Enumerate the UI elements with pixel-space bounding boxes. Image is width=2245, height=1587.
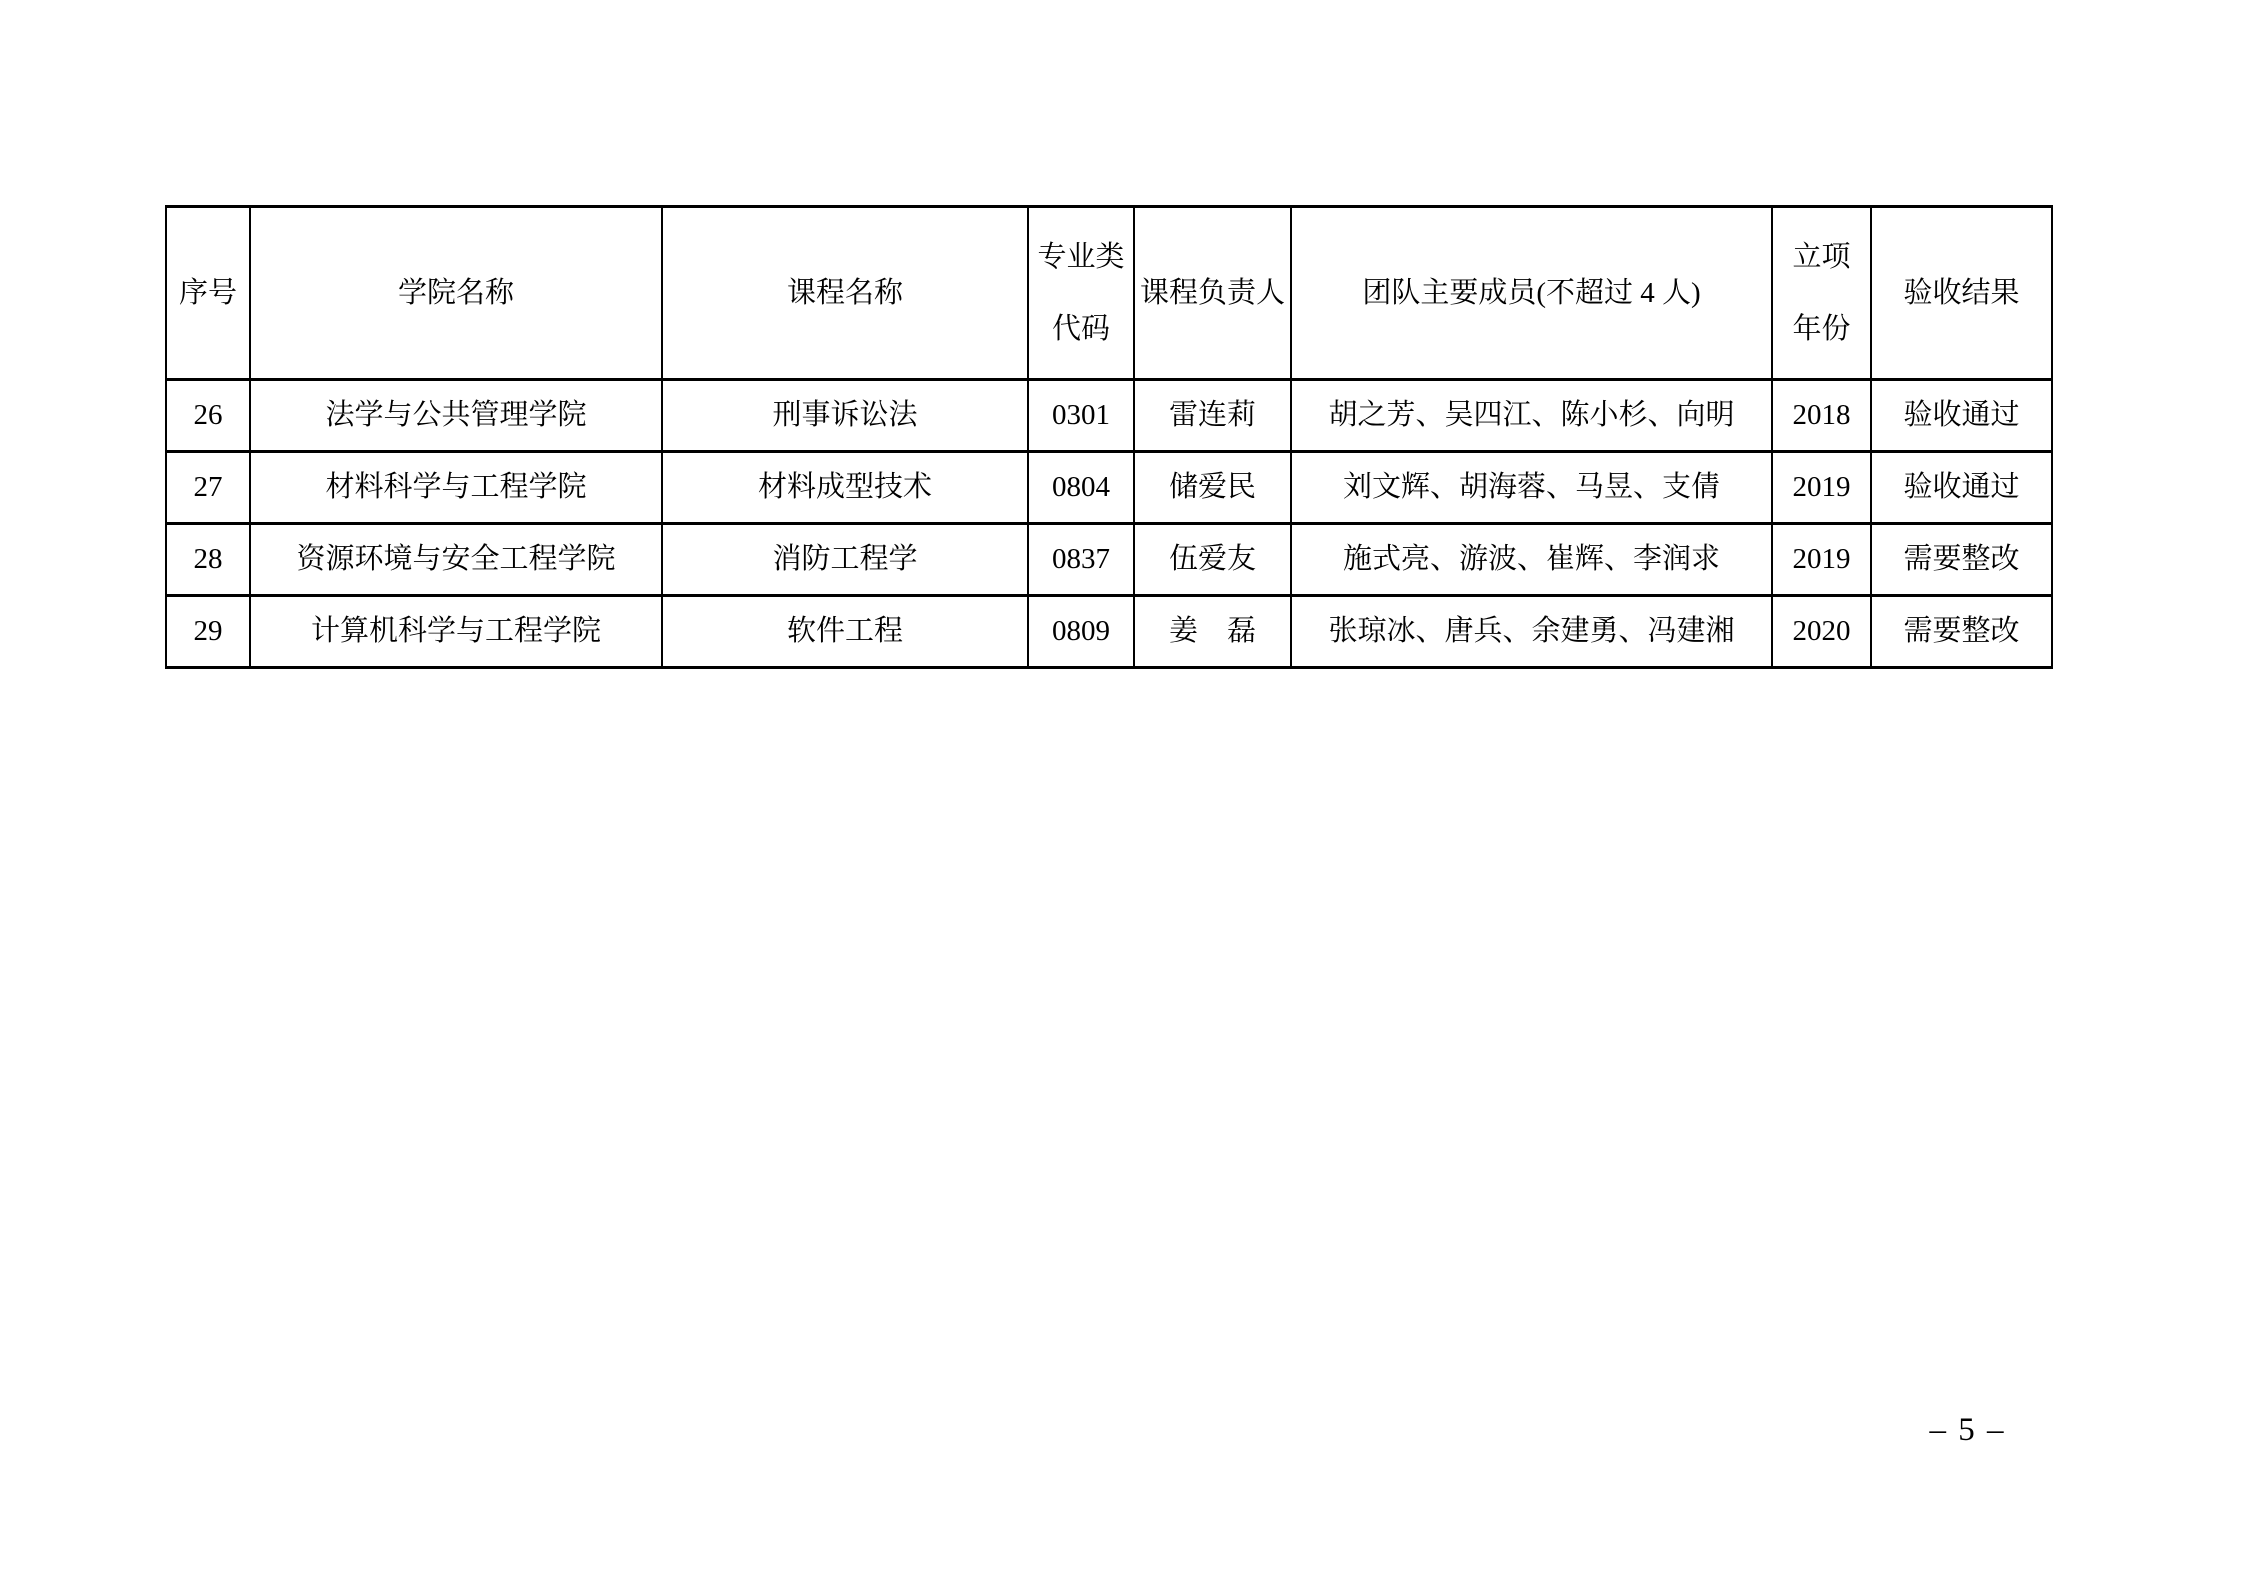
cell-college: 材料科学与工程学院	[250, 452, 662, 524]
cell-year: 2018	[1772, 380, 1871, 452]
header-college: 学院名称	[250, 207, 662, 380]
cell-year: 2020	[1772, 596, 1871, 668]
cell-result: 需要整改	[1871, 596, 2052, 668]
cell-leader: 伍爱友	[1134, 524, 1291, 596]
cell-leader: 雷连莉	[1134, 380, 1291, 452]
header-code	[1028, 207, 1134, 380]
cell-course: 消防工程学	[662, 524, 1028, 596]
page-number: – 5 –	[1929, 1412, 2006, 1448]
cell-year: 2019	[1772, 524, 1871, 596]
header-result: 验收结果	[1871, 207, 2052, 380]
cell-course: 软件工程	[662, 596, 1028, 668]
table-row	[166, 596, 2052, 668]
cell-college: 计算机科学与工程学院	[250, 596, 662, 668]
cell-num: 28	[166, 524, 250, 596]
cell-course: 刑事诉讼法	[662, 380, 1028, 452]
cell-team: 刘文辉、胡海蓉、马昱、支倩	[1291, 452, 1772, 524]
cell-code: 0804	[1028, 452, 1134, 524]
header-year	[1772, 207, 1871, 380]
cell-result: 需要整改	[1871, 524, 2052, 596]
header-leader: 课程负责人	[1134, 207, 1291, 380]
cell-num: 26	[166, 380, 250, 452]
table-row	[166, 452, 2052, 524]
cell-num: 29	[166, 596, 250, 668]
cell-year: 2019	[1772, 452, 1871, 524]
cell-code: 0837	[1028, 524, 1134, 596]
header-year-line1: 立项	[1792, 240, 1851, 273]
header-course: 课程名称	[662, 207, 1028, 380]
cell-team: 张琼冰、唐兵、余建勇、冯建湘	[1291, 596, 1772, 668]
header-code-line2: 代码	[1051, 313, 1110, 345]
header-team: 团队主要成员(不超过 4 人)	[1291, 207, 1772, 380]
cell-num: 27	[166, 452, 250, 524]
cell-college: 法学与公共管理学院	[250, 380, 662, 452]
table-row	[166, 524, 2052, 596]
cell-code: 0301	[1028, 380, 1134, 452]
header-num: 序号	[166, 207, 250, 380]
table-row	[166, 380, 2052, 452]
cell-course: 材料成型技术	[662, 452, 1028, 524]
cell-code: 0809	[1028, 596, 1134, 668]
header-year-line2: 年份	[1792, 313, 1851, 345]
cell-result: 验收通过	[1871, 380, 2052, 452]
header-code-line1: 专业类	[1037, 240, 1125, 273]
table-header-row	[166, 207, 2052, 380]
cell-team: 施式亮、游波、崔辉、李润求	[1291, 524, 1772, 596]
cell-team: 胡之芳、吴四江、陈小杉、向明	[1291, 380, 1772, 452]
cell-college: 资源环境与安全工程学院	[250, 524, 662, 596]
cell-leader: 姜 磊	[1134, 596, 1291, 668]
cell-leader: 储爱民	[1134, 452, 1291, 524]
cell-result: 验收通过	[1871, 452, 2052, 524]
course-acceptance-table	[165, 205, 2053, 669]
